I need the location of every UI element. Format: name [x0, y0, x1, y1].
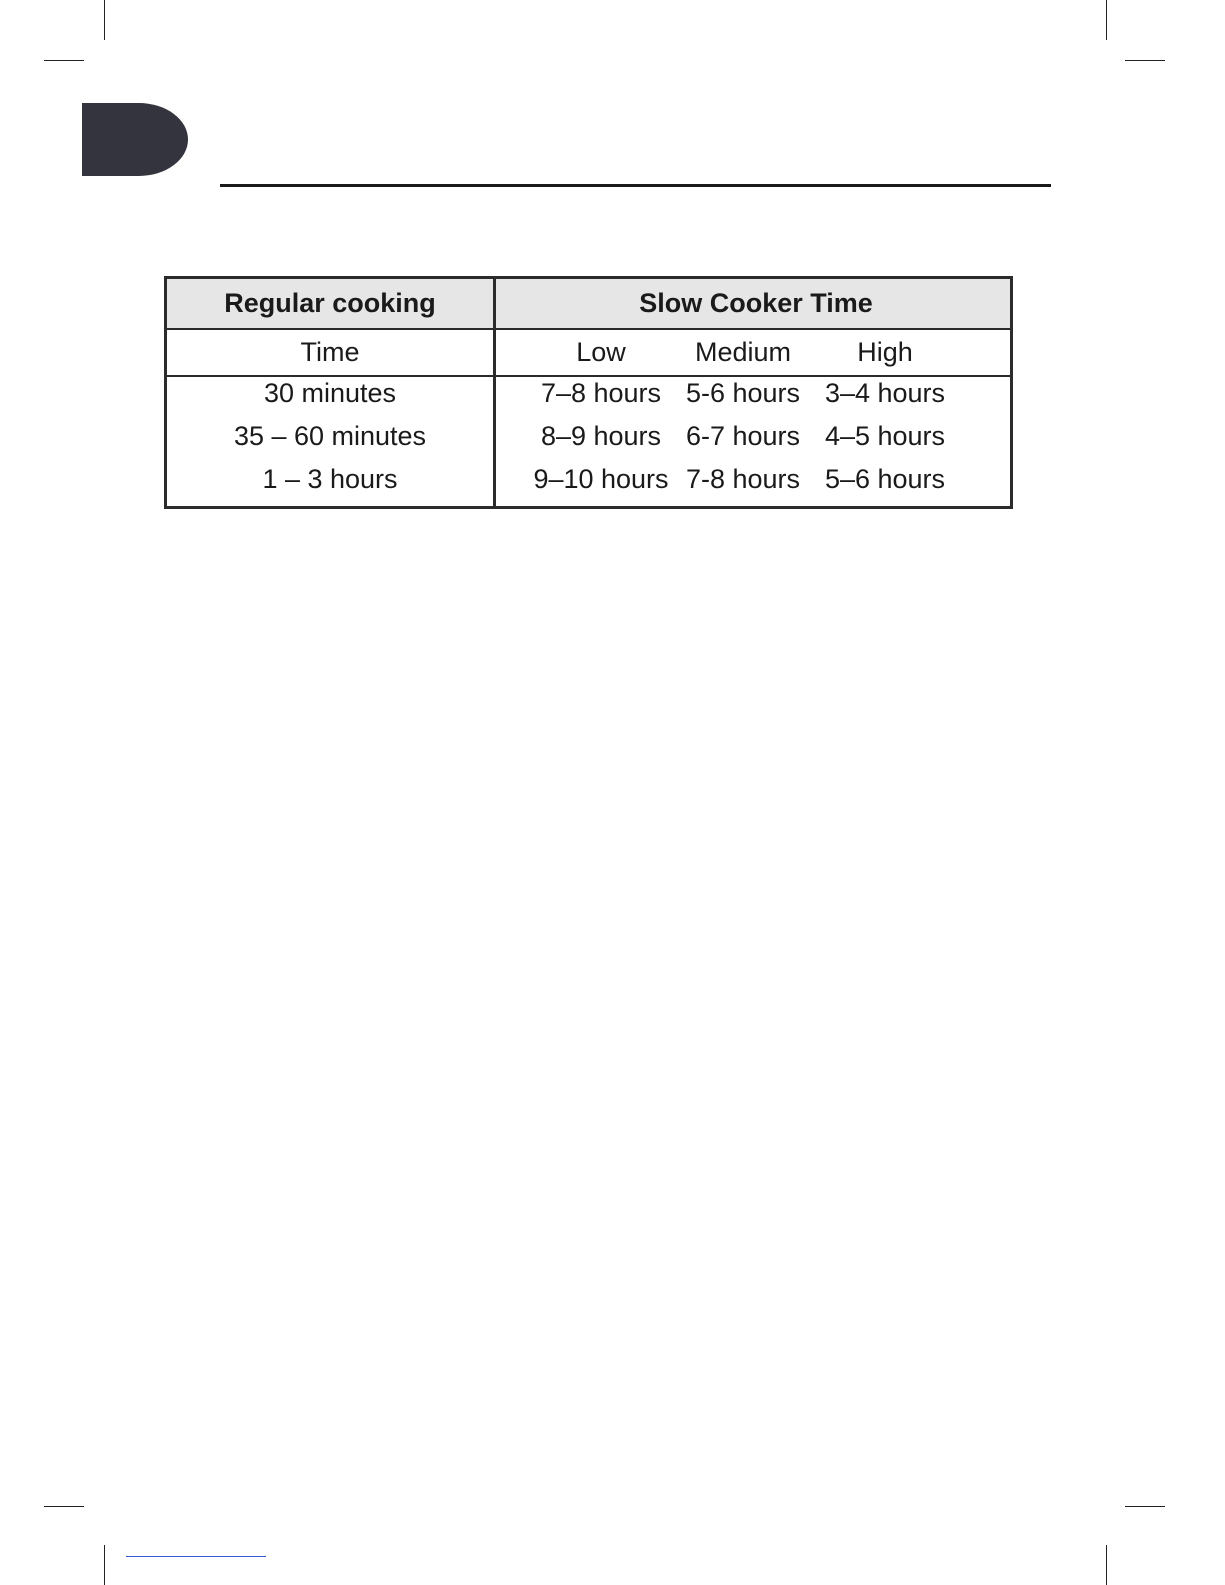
cooking-time-table — [164, 276, 1013, 509]
table-cell-regular: 30 minutes — [263, 378, 397, 408]
crop-mark — [1106, 1545, 1107, 1585]
subheader-low: Low — [576, 337, 626, 367]
table-cell-medium: 6-7 hours — [685, 421, 801, 451]
table-cell-regular: 35 – 60 minutes — [233, 421, 427, 451]
page-tab-marker — [82, 103, 188, 176]
table-cell-medium: 5-6 hours — [685, 378, 801, 408]
header-regular-cooking: Regular cooking — [224, 288, 436, 318]
subheader-high: High — [857, 337, 913, 367]
crop-mark — [44, 60, 84, 61]
table-cell-medium: 7-8 hours — [685, 464, 801, 494]
table-cell-low: 9–10 hours — [533, 464, 669, 494]
crop-mark — [44, 1506, 84, 1507]
link-underline — [126, 1556, 266, 1557]
table-cell-low: 7–8 hours — [540, 378, 662, 408]
crop-mark — [1106, 0, 1107, 40]
crop-mark — [1125, 60, 1165, 61]
header-rule — [220, 184, 1051, 187]
crop-mark — [104, 1545, 105, 1585]
crop-mark — [104, 0, 105, 40]
table-cell-low: 8–9 hours — [540, 421, 662, 451]
table-cell-high: 5–6 hours — [824, 464, 946, 494]
subheader-time: Time — [300, 337, 360, 367]
table-cell-high: 4–5 hours — [824, 421, 946, 451]
header-slow-cooker-time: Slow Cooker Time — [639, 288, 873, 318]
table-cell-high: 3–4 hours — [824, 378, 946, 408]
crop-mark — [1125, 1506, 1165, 1507]
subheader-medium: Medium — [694, 337, 792, 367]
table-cell-regular: 1 – 3 hours — [262, 464, 398, 494]
table-subheader-rule — [167, 375, 1010, 377]
